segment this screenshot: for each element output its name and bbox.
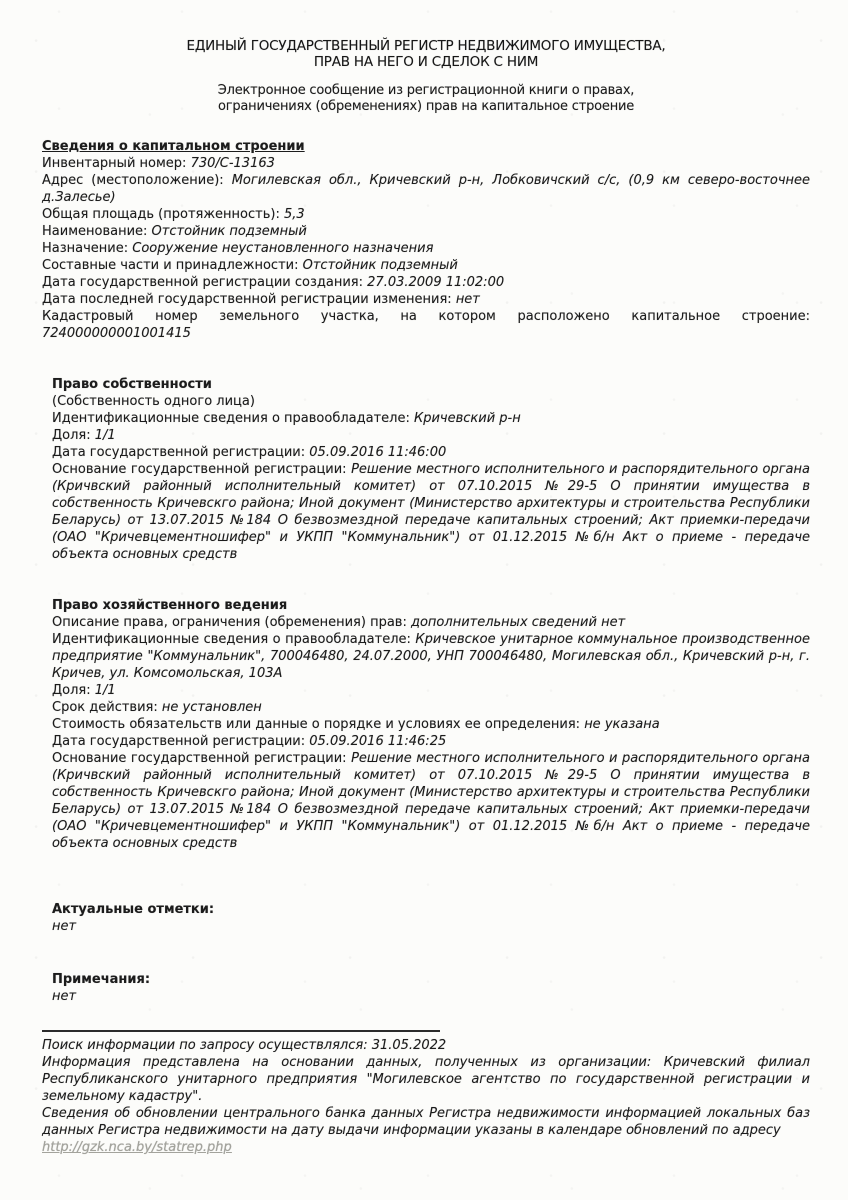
section-title-capital: Сведения о капитальном строении — [42, 139, 305, 154]
field-cadastral-number — [42, 308, 810, 342]
field-registration-date — [52, 733, 810, 750]
field-total-area — [42, 206, 810, 223]
field-label: Инвентарный номер: — [42, 156, 187, 171]
field-value: не установлен — [161, 700, 262, 715]
footer-provided-label: Информация представлена на основании данных, полученных из организации: — [42, 1055, 652, 1070]
field-label: Кадастровый номер земельного участка, на котором расположено капитальное строение: — [42, 309, 810, 324]
field-value: Сооружение неустановленного назначения — [132, 241, 434, 256]
section-ownership-right — [52, 376, 810, 563]
section-capital-structure — [42, 138, 810, 342]
subtitle-line1: Электронное сообщение из регистрационной книги о правах, — [217, 83, 635, 98]
field-name — [42, 223, 810, 240]
field-registration-basis — [52, 750, 810, 852]
section-title-notes: Примечания: — [52, 972, 151, 987]
field-value: 1/1 — [94, 428, 116, 443]
section-actual-marks — [52, 901, 810, 935]
ownership-type: (Собственность одного лица) — [52, 394, 255, 409]
footer-divider — [42, 1030, 440, 1032]
field-label: Составные части и принадлежности: — [42, 258, 299, 273]
field-label: Назначение: — [42, 241, 129, 256]
marks-value: нет — [52, 919, 77, 934]
field-value: 27.03.2009 11:02:00 — [367, 275, 505, 290]
field-value: дополнительных сведений нет — [410, 615, 626, 630]
field-label: Идентификационные сведения о правообладателе: — [52, 632, 411, 647]
field-share — [52, 427, 810, 444]
footer-provided-value: Кричевский филиал Республиканского унитарного предприятия "Могилевское агентство по государственной регистрации и земельному кадастру". — [42, 1055, 810, 1104]
footer-search-date — [42, 1037, 810, 1054]
field-registration-basis — [52, 461, 810, 563]
field-registration-date — [52, 444, 810, 461]
footer-search-value: 31.05.2022 — [371, 1038, 447, 1053]
section-title-management: Право хозяйственного ведения — [52, 598, 288, 613]
field-rightholder-id — [52, 410, 810, 427]
field-value: 724000000001001415 — [42, 326, 191, 341]
field-last-change-date — [42, 291, 810, 308]
field-label: Дата государственной регистрации: — [52, 734, 306, 749]
field-value: Решение местного исполнительного и распорядительного органа (Кричвский районный исполнительный комитет) от 07.10.2015 №29-5 О принятии имущества в собственность Кричевскго района; Иной документ (Министерство архитектуры и строительства Республики Беларусь) от 13.07.2015 №184 О безвозмездной передаче капитальных строений; Акт приемки-передачи (ОАО "Кричевцементношифер" и УКПП "Коммунальник") от 01.12.2015 №б/н Акт о приеме - передаче объекта основных средств — [52, 751, 810, 851]
field-label: Срок действия: — [52, 700, 158, 715]
field-label: Идентификационные сведения о правообладателе: — [52, 411, 410, 426]
field-component-parts — [42, 257, 810, 274]
subtitle-line2: ограничениях (обременениях) прав на капитальное строение — [217, 99, 635, 114]
section-economic-management-right — [52, 597, 810, 852]
field-value: 05.09.2016 11:46:25 — [309, 734, 447, 749]
document-header — [42, 38, 810, 115]
section-notes — [52, 971, 810, 1005]
field-value: не указана — [584, 717, 660, 732]
section-title-ownership: Право собственности — [52, 377, 212, 392]
field-label: Доля: — [52, 428, 91, 443]
field-inventory-number — [42, 155, 810, 172]
field-validity-period — [52, 699, 810, 716]
field-value: Решение местного исполнительного и распорядительного органа (Кричвский районный исполнительный комитет) от 07.10.2015 №29-5 О принятии имущества в собственность Кричевскго района; Иной документ (Министерство архитектуры и строительства Республики Беларусь) от 13.07.2015 №184 О безвозмездной передаче капитальных строений; Акт приемки-передачи (ОАО "Кричевцементношифер" и УКПП "Коммунальник") от 01.12.2015 №б/н Акт о приеме - передаче объекта основных средств — [52, 462, 810, 562]
footer-provided-by — [42, 1054, 810, 1105]
field-value: Отстойник подземный — [302, 258, 458, 273]
field-value: Могилевская обл., Кричевский р-н, Лобковичский с/с, (0,9 км северо-восточнее д.Залесье) — [42, 173, 810, 205]
field-right-description — [52, 614, 810, 631]
field-label: Общая площадь (протяженность): — [42, 207, 280, 222]
field-value: Кричевское унитарное коммунальное производственное предприятие "Коммунальник", 700046480, 24.07.2000, УНП 700046480, Могилевская обл., Кричевский р-н, г. Кричев, ул. Комсомольская, 103А — [52, 632, 810, 681]
field-value: 1/1 — [94, 683, 116, 698]
field-value: 5,3 — [283, 207, 305, 222]
field-label: Дата государственной регистрации создания: — [42, 275, 364, 290]
field-value: Отстойник подземный — [151, 224, 307, 239]
footer-update-info: Сведения об обновлении центрального банка данных Регистра недвижимости информацией локальных баз данных Регистра недвижимости на дату выдачи информации указаны в календаре обновлений по адресу — [42, 1106, 810, 1138]
field-label: Доля: — [52, 683, 91, 698]
field-label: Основание государственной регистрации: — [52, 462, 347, 477]
field-share — [52, 682, 810, 699]
field-label: Дата последней государственной регистрации изменения: — [42, 292, 452, 307]
field-label: Адрес (местоположение): — [42, 173, 224, 188]
field-label: Стоимость обязательств или данные о порядке и условиях ее определения: — [52, 717, 581, 732]
registry-title-line1: ЕДИНЫЙ ГОСУДАРСТВЕННЫЙ РЕГИСТР НЕДВИЖИМОГО ИМУЩЕСТВА, — [186, 38, 666, 54]
statrep-link[interactable]: http://gzk.nca.by/statrep.php — [42, 1140, 232, 1155]
field-label: Наименование: — [42, 224, 148, 239]
field-label: Дата государственной регистрации: — [52, 445, 306, 460]
field-value: Кричевский р-н — [413, 411, 521, 426]
document-subtitle — [42, 83, 810, 115]
registry-title-line2: ПРАВ НА НЕГО И СДЕЛОК С НИМ — [313, 54, 539, 70]
field-purpose — [42, 240, 810, 257]
field-value: 730/С-13163 — [190, 156, 275, 171]
field-value: 05.09.2016 11:46:00 — [309, 445, 447, 460]
field-label: Основание государственной регистрации: — [52, 751, 347, 766]
notes-value: нет — [52, 989, 77, 1004]
footer-search-label: Поиск информации по запросу осуществлялся: — [42, 1038, 368, 1053]
field-value: нет — [455, 292, 480, 307]
field-label: Описание права, ограничения (обременения) прав: — [52, 615, 407, 630]
field-rightholder-id — [52, 631, 810, 682]
section-title-marks: Актуальные отметки: — [52, 902, 215, 917]
field-registration-creation-date — [42, 274, 810, 291]
document-footer — [42, 1030, 810, 1156]
field-obligation-cost — [52, 716, 810, 733]
field-address — [42, 172, 810, 206]
